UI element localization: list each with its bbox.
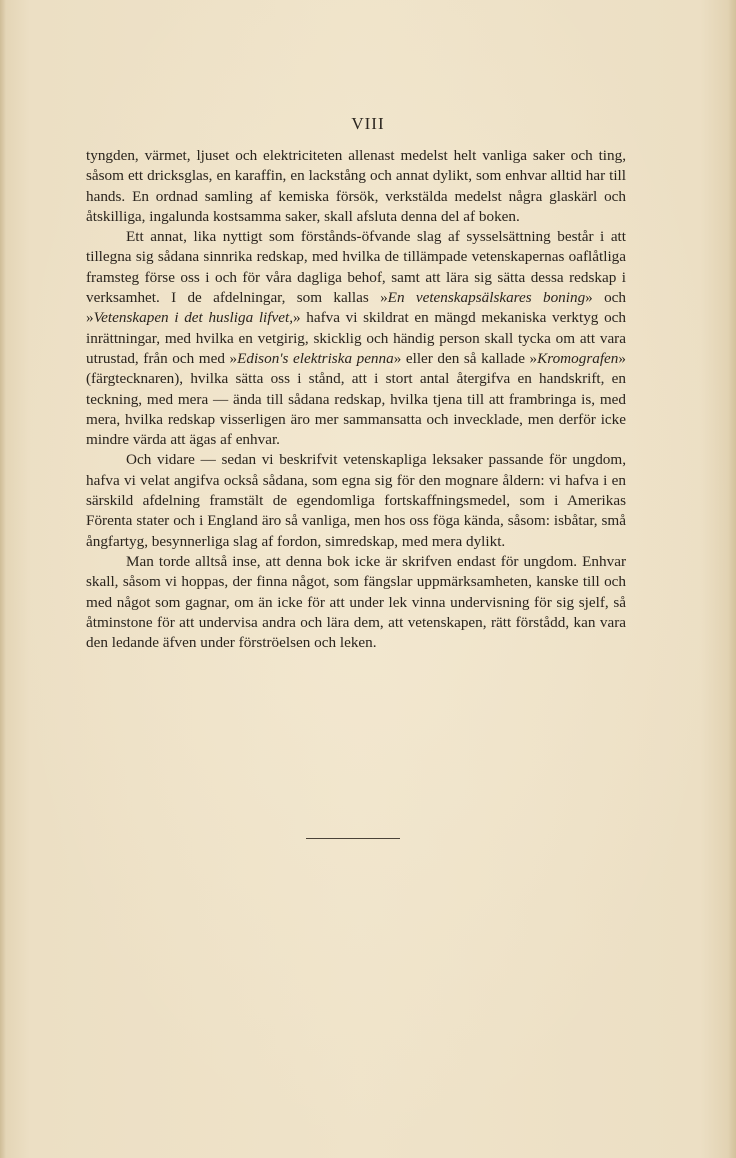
- page-right-edge-shading: [728, 0, 736, 1158]
- page-number: VIII: [351, 114, 385, 133]
- body-text: [86, 146, 626, 653]
- paragraph-text: Man torde alltså inse, att denna bok icke är skrifven endast för ungdom. Enhvar skall, såsom vi hoppas, der finna något, som fängslar uppmärksamheten, kanske till och med något som gagnar, om än icke för att under lek vinna undervisning för sig sjelf, så åtminstone för att undervisa andra och lära dem, att vetenskapen, rätt förstådd, kan vara den ledande äfven under förströelsen och leken.: [86, 552, 626, 652]
- end-rule-divider: [306, 838, 400, 839]
- italic-title-text: En vetenskapsälskares boning: [387, 289, 586, 307]
- paragraph-2: [86, 227, 626, 450]
- italic-title-text: Vetenskapen i det husliga lifvet,: [93, 309, 293, 327]
- italic-title-text: Edison's elektriska penna: [237, 349, 394, 367]
- paragraph-text: Ett annat, lika nyttigt som förstånds-öfvande slag af sysselsättning består i att tillegna sig sådana sinnrika redskap, med hvilka de tillämpade vetenskapernas oaflåtliga framsteg förse oss i och för våra dagliga behof, samt att lära sig sätta dessa redskap i verksamhet. I de afdelningar, som kallas »: [86, 228, 626, 307]
- paragraph-text: tyngden, värmet, ljuset och elektriciteten allenast medelst helt vanliga saker och ting, såsom ett dricksglas, en karaffin, en lackstång och annat dylikt, som enhvar alltid har till hands. En ordnad samling af kemiska försök, verkstälda medelst några glaskärl och åtskilliga, ingalunda kostsamma saker, skall afsluta denna del af boken.: [86, 147, 626, 225]
- paragraph-text: » hafva vi skildrat en mängd mekaniska verktyg och inrättningar, med hvilka en vetgirig, skicklig och händig person skall tycka om att vara utrustad, från och med »: [86, 309, 626, 367]
- paragraph-text: » eller den så kallade »: [393, 349, 538, 367]
- page-left-edge-shading: [0, 0, 6, 1158]
- paragraph-1: [86, 146, 626, 227]
- paragraph-text: » och »: [86, 289, 626, 327]
- paragraph-4: [86, 552, 626, 653]
- italic-title-text: Kromografen: [537, 349, 619, 367]
- paragraph-text: » (färgtecknaren), hvilka sätta oss i stånd, att i stort antal återgifva en handskrift, en teckning, med mera — ända till sådana redskap, hvilka tjena till att frambringa is, med mera, hvilka redskap visserligen äro mer sammansatta och invecklade, men derför icke mindre värda att ägas af enhvar.: [86, 349, 626, 449]
- paragraph-3: [86, 450, 626, 551]
- paragraph-text: Och vidare — sedan vi beskrifvit vetenskapliga leksaker passande för ungdom, hafva vi velat angifva också sådana, som egna sig för den mognare åldern: vi hafva i en särskild afdelning framstält de egendomliga fortskaffningsmedel, som i Amerikas Förenta stater och i England äro så vanliga, men hos oss föga kända, såsom: isbåtar, små ångfartyg, besynnerliga slag af fordon, simredskap, med mera dylikt.: [86, 451, 626, 550]
